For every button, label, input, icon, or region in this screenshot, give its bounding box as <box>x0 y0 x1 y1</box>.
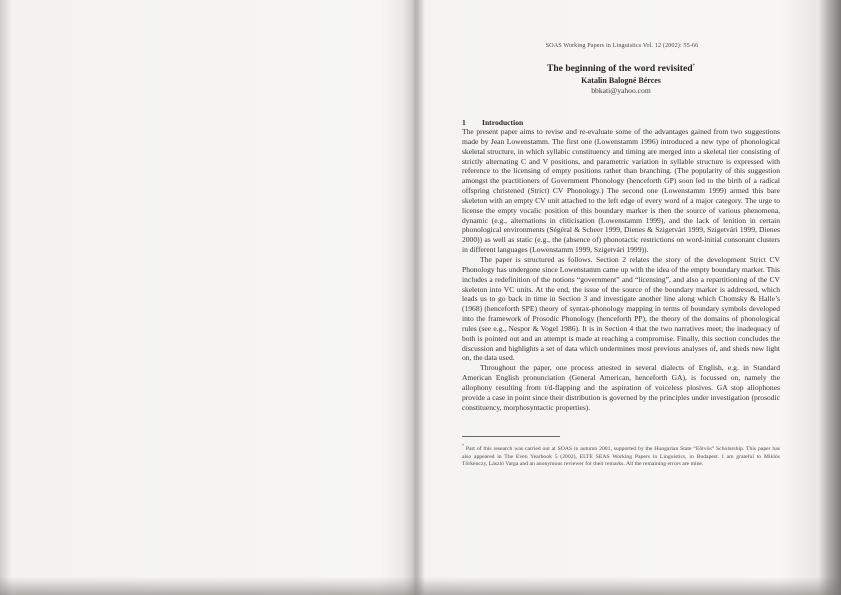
section-number: 1 <box>462 118 466 127</box>
page-edge-shadow <box>819 0 841 595</box>
paragraph-2: The paper is structured as follows. Section 2 relates the story of the development Strict CV Phonology has undergone since Lowenstamm came up with the idea of the empty boundary marker. This includes a redefinition of the notions “government” and “licensing”, and also a repartitioning of the CV skeleton into VC units. At the end, the issue of the source of the boundary marker is addressed, which leads us to go back in time in Section 3 and investigate another line along which Chomsky & Halle’s (1968) (henceforth SPE) theory of syntax-phonology mapping in terms of boundary symbols developed into the framework of Prosodic Phonology (henceforth PP), the theory of the domains of phonological rules (see e.g., Nespor & Vogel 1986). It is in Section 4 that the two narratives meet; the inadequacy of both is pointed out and an attempt is made at reaching a compromise. Finally, this section concludes the discussion and highlights a set of data which undermines most previous analyses of, and sheds new light on, the data used. <box>462 254 780 363</box>
article-title <box>462 63 780 74</box>
footnote-divider <box>462 436 560 437</box>
footnote-mark: * <box>462 443 464 449</box>
article-title-text: The beginning of the word revisited <box>546 63 693 74</box>
book-gutter <box>403 0 425 595</box>
footnote <box>462 442 780 468</box>
article-page <box>462 42 780 469</box>
footnote-text: Part of this research was carried out at SOAS in autumn 2001, supported by the Hungarian State “Eötvös” Scholarship. This paper has also appeared in The Even Yearbook 5 (2002), ELTE SEAS Working Papers in Linguistics, in Budapest. I am grateful to Miklós Törkenczy, László Varga and an anonymous reviewer for their remarks. All the remaining errors are mine. <box>462 446 781 468</box>
title-footnote-mark: * <box>692 64 696 69</box>
paragraph-3: Throughout the paper, one process attested in several dialects of English, e.g. in Standard American English pronunciation (General American, henceforth GA), is focussed on, namely the allophony resulting from t/d-flapping and the aspiration of voiceless plosives. GA stop allophones provide a case in point since their distribution is governed by the principles under investigation (prosodic constituency, morphosyntactic properties). <box>462 363 780 412</box>
paragraph-1: The present paper aims to revise and re-evaluate some of the advantages gained from two suggestions made by Jean Lowenstamm. The first one (Lowenstamm 1996) introduced a new type of phonological skeletal structure, in which syllabic constituency and timing are merged into a skeletal tier consisting of strictly alternating C and V positions, and parametric variation in syllable structure is expressed with reference to the licensing of empty positions rather than branching. (The popularity of this suggestion amongst the practitioners of Government Phonology (henceforth GP) soon led to the birth of a radical offspring christened (Strict) CV Phonology.) The second one (Lowenstamm 1999) armed this bare skeleton with an empty CV unit attached to the left edge of every word of a major category. The urge to license the empty vocalic position of this boundary marker is then the source of various phenomena, dynamic (e.g., alternations in cliticisation (Lowenstamm 1999), and the lack of lenition in certain phonological environments (Ségéral & Scheer 1999, Dienes & Szigetvári 1999, Szigetvári 1999, Dienes 2000)) as well as static (e.g., the (absence of) phonotactic restrictions on word-initial consonant clusters in different languages (Lowenstamm 1999, Szigetvári 1999)). <box>462 127 780 255</box>
section-title: Introduction <box>482 118 524 127</box>
author-name: Katalin Balogné Bérces <box>581 76 661 85</box>
author-email: bbkati@yahoo.com <box>591 86 651 95</box>
section-heading <box>462 118 780 127</box>
running-header: SOAS Working Papers in Linguistics Vol. 12 (2002): 55-66 <box>545 42 699 49</box>
